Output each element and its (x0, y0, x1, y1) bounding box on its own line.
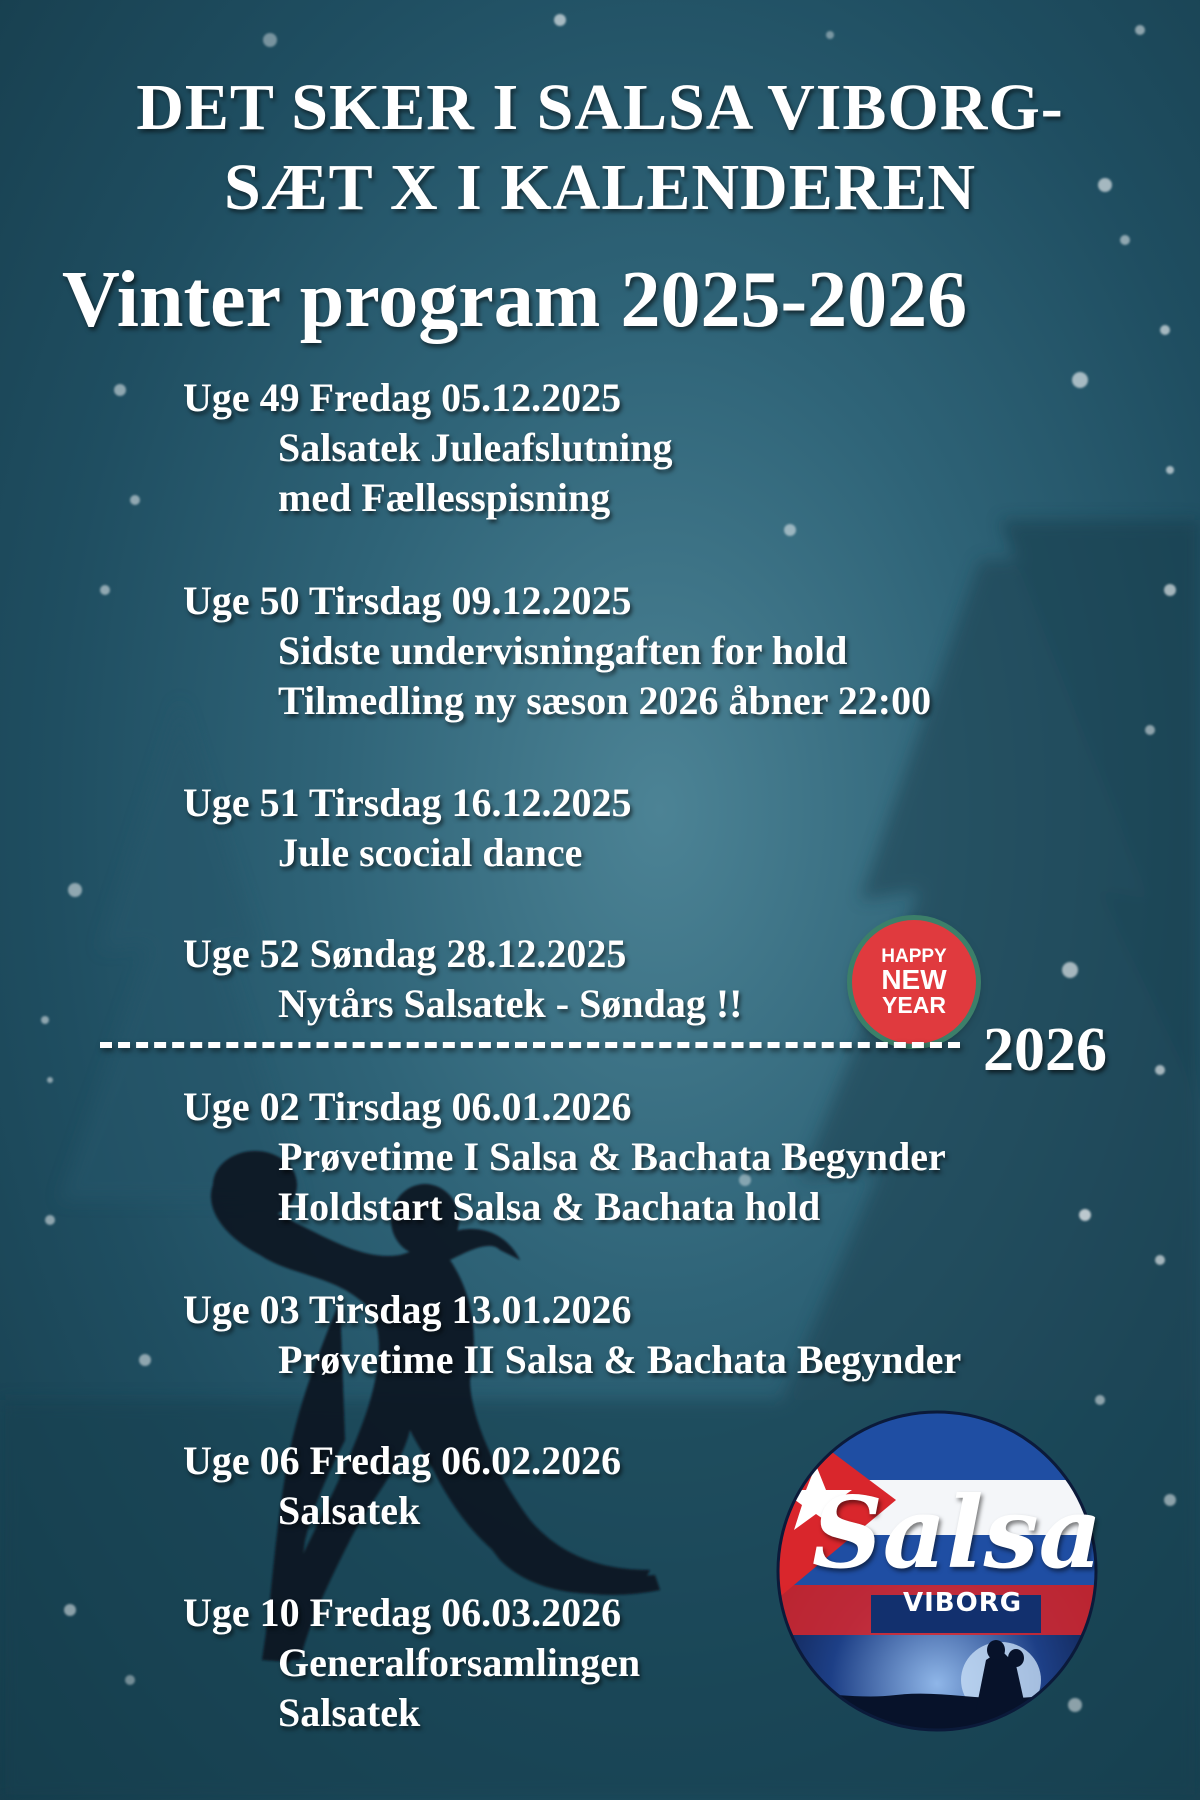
badge-line-1: HAPPY (881, 946, 947, 967)
year-divider (100, 1042, 960, 1048)
event-description: Salsatek (278, 1690, 421, 1735)
event-description: Nytårs Salsatek - Søndag !! (278, 981, 743, 1026)
event-description: Jule scocial dance (278, 830, 583, 875)
logo-wordmark: Salsa (812, 1476, 1103, 1591)
event-description: Prøvetime I Salsa & Bachata Begynder (278, 1134, 946, 1179)
event-date: Uge 49 Fredag 05.12.2025 (183, 375, 622, 420)
badge-line-3: YEAR (882, 992, 946, 1018)
event-date: Uge 50 Tirsdag 09.12.2025 (183, 578, 632, 623)
event-date: Uge 02 Tirsdag 06.01.2026 (183, 1084, 632, 1129)
logo-subtitle: VIBORG (903, 1588, 1023, 1618)
event-description: med Fællesspisning (278, 475, 611, 520)
event-date: Uge 03 Tirsdag 13.01.2026 (183, 1287, 632, 1332)
title-line-1: DET SKER I SALSA VIBORG- (136, 71, 1064, 144)
happy-new-year-badge (852, 920, 976, 1044)
event-description: Salsatek (278, 1488, 421, 1533)
event-date: Uge 10 Fredag 06.03.2026 (183, 1590, 622, 1635)
event-description: Sidste undervisningaften for hold (278, 628, 848, 673)
event-date: Uge 51 Tirsdag 16.12.2025 (183, 780, 632, 825)
title-line-2: SÆT X I KALENDEREN (223, 151, 977, 224)
divider-year: 2026 (983, 1016, 1107, 1084)
event-description: Prøvetime II Salsa & Bachata Begynder (278, 1337, 962, 1382)
badge-line-2: NEW (881, 964, 947, 995)
event-description: Salsatek Juleafslutning (278, 425, 673, 470)
event-date: Uge 52 Søndag 28.12.2025 (183, 931, 627, 976)
program-subtitle: Vinter program 2025-2026 (62, 256, 968, 344)
event-description: Tilmedling ny sæson 2026 åbner 22:00 (278, 678, 932, 723)
event-date: Uge 06 Fredag 06.02.2026 (183, 1438, 622, 1483)
event-description: Holdstart Salsa & Bachata hold (278, 1184, 821, 1229)
event-description: Generalforsamlingen (278, 1640, 641, 1685)
